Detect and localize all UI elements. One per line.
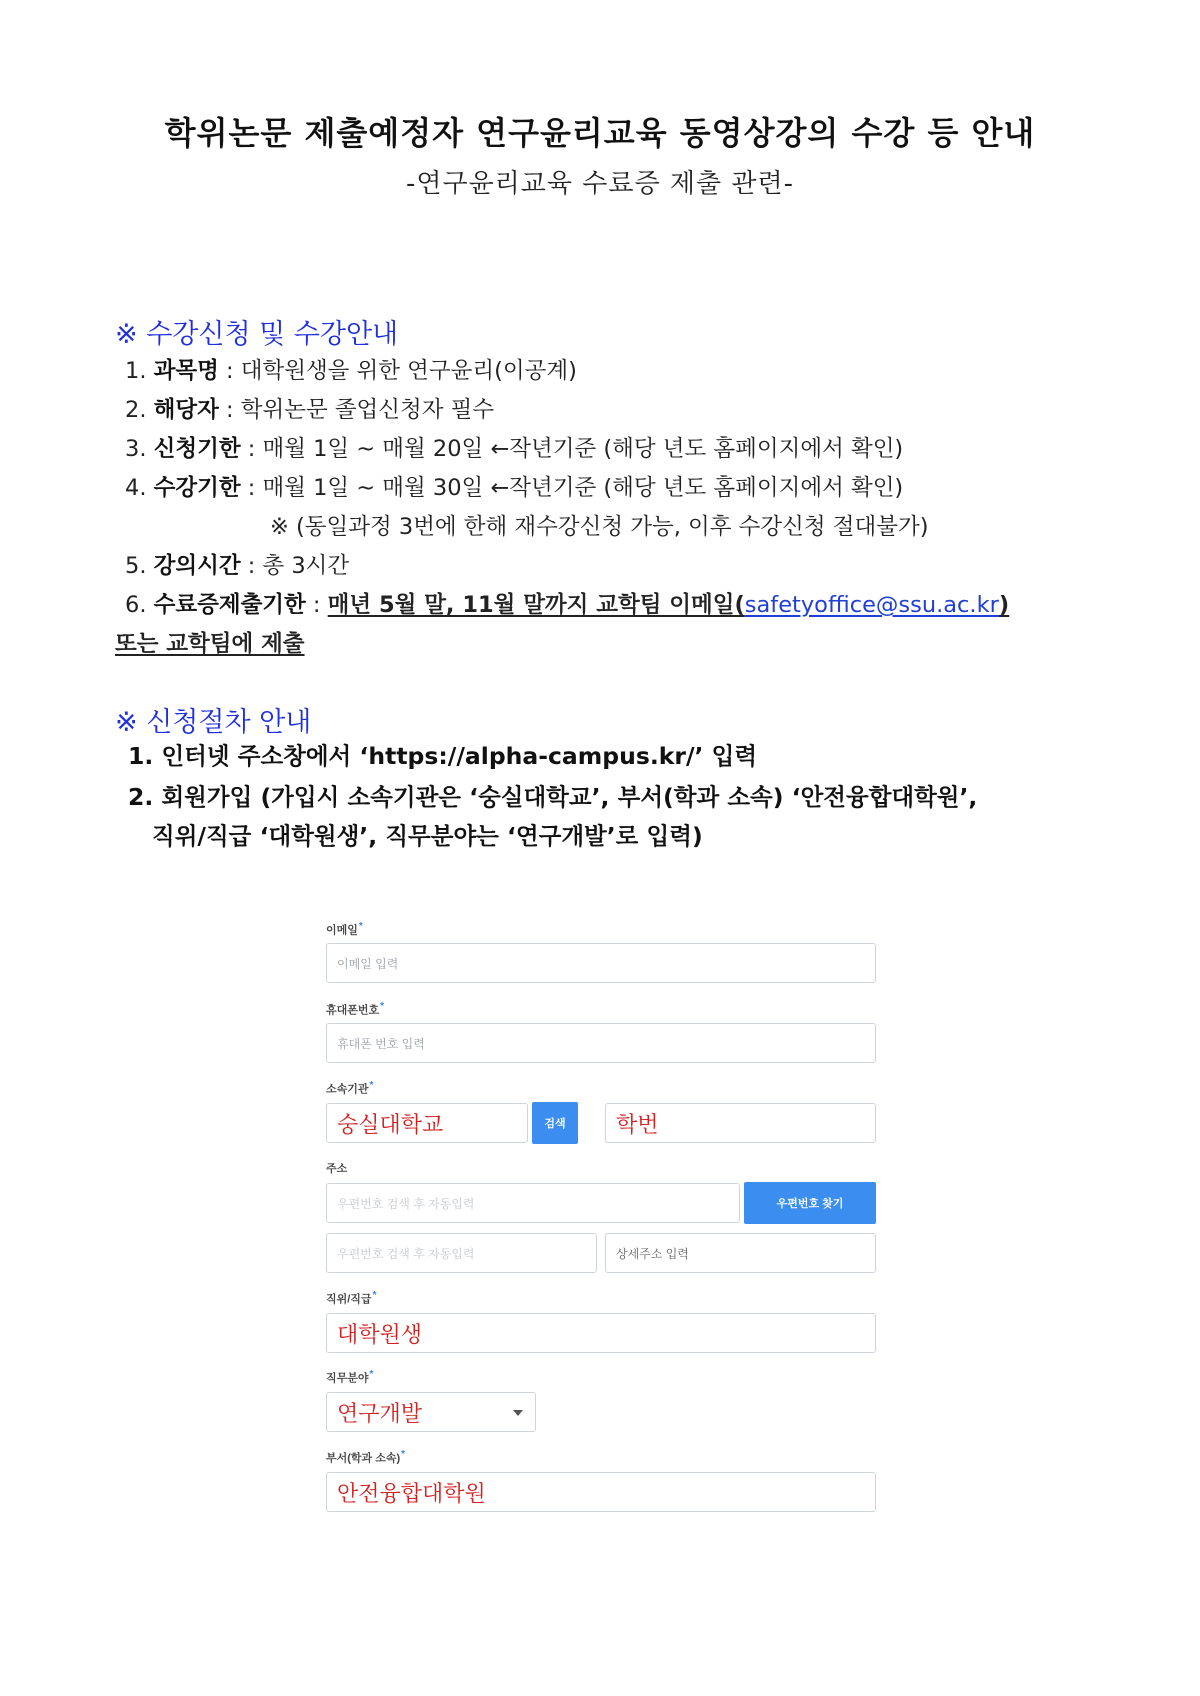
- list-item: 2. 해당자 : 학위논문 졸업신청자 필수: [125, 397, 495, 423]
- page-title: 학위논문 제출예정자 연구윤리교육 동영상강의 수강 등 안내: [164, 114, 1036, 152]
- step-1: 1. 인터넷 주소창에서 ‘https://alpha-campus.kr/’ 입력: [128, 742, 758, 770]
- zip-input[interactable]: 우편번호 검색 후 자동입력: [326, 1183, 740, 1223]
- step-2: 2. 회원가입 (가입시 소속기관은 ‘숭실대학교’, 부서(학과 소속) ‘안전융합대학원’,: [128, 783, 978, 811]
- step-2-continued: 직위/직급 ‘대학원생’, 직무분야는 ‘연구개발’로 입력): [152, 822, 703, 850]
- field-select[interactable]: 연구개발: [326, 1392, 536, 1432]
- position-input[interactable]: 대학원생: [326, 1313, 876, 1353]
- org-label: 소속기관*: [326, 1080, 374, 1096]
- field-label: 직무분야*: [326, 1369, 374, 1385]
- list-item: 5. 강의시간 : 총 3시간: [125, 553, 350, 579]
- section-heading-enrollment: ※ 수강신청 및 수강안내: [115, 319, 399, 350]
- phone-label: 휴대폰번호*: [326, 1001, 385, 1017]
- list-item: 4. 수강기한 : 매월 1일 ~ 매월 30일 ←작년기준 (해당 년도 홈페이지에서 확인): [125, 475, 904, 501]
- dept-input[interactable]: 안전융합대학원: [326, 1472, 876, 1512]
- page-subtitle: -연구윤리교육 수료증 제출 관련-: [405, 169, 795, 199]
- continuation-text: 또는 교학팀에 제출: [115, 631, 305, 657]
- list-item: 1. 과목명 : 대학원생을 위한 연구윤리(이공계): [125, 358, 577, 384]
- list-item: 6. 수료증제출기한 : 매년 5월 말, 11월 말까지 교학팀 이메일(safetyoffice@ssu.ac.kr): [125, 592, 1010, 618]
- email-input[interactable]: 이메일 입력: [326, 943, 876, 983]
- chevron-down-icon: [513, 1410, 523, 1416]
- phone-input[interactable]: 휴대폰 번호 입력: [326, 1023, 876, 1063]
- signup-form-screenshot: [323, 905, 883, 1515]
- email-link[interactable]: safetyoffice@ssu.ac.kr: [744, 592, 999, 618]
- address-label: 주소: [326, 1163, 348, 1175]
- note-text: ※ (동일과정 3번에 한해 재수강신청 가능, 이후 수강신청 절대불가): [270, 514, 929, 540]
- org-input[interactable]: 숭실대학교: [326, 1103, 528, 1143]
- detail-address-input[interactable]: 상세주소 입력: [605, 1233, 876, 1273]
- address-input[interactable]: 우편번호 검색 후 자동입력: [326, 1233, 597, 1273]
- email-label: 이메일*: [326, 921, 363, 937]
- dept-label: 부서(학과 소속)*: [326, 1449, 406, 1465]
- search-button[interactable]: 검색: [532, 1102, 578, 1144]
- zip-search-button[interactable]: 우편번호 찾기: [744, 1182, 876, 1224]
- student-id-input[interactable]: 학번: [605, 1103, 876, 1143]
- list-item: 3. 신청기한 : 매월 1일 ~ 매월 20일 ←작년기준 (해당 년도 홈페이지에서 확인): [125, 436, 904, 462]
- section-heading-procedure: ※ 신청절차 안내: [115, 707, 312, 738]
- position-label: 직위/직급*: [326, 1290, 377, 1306]
